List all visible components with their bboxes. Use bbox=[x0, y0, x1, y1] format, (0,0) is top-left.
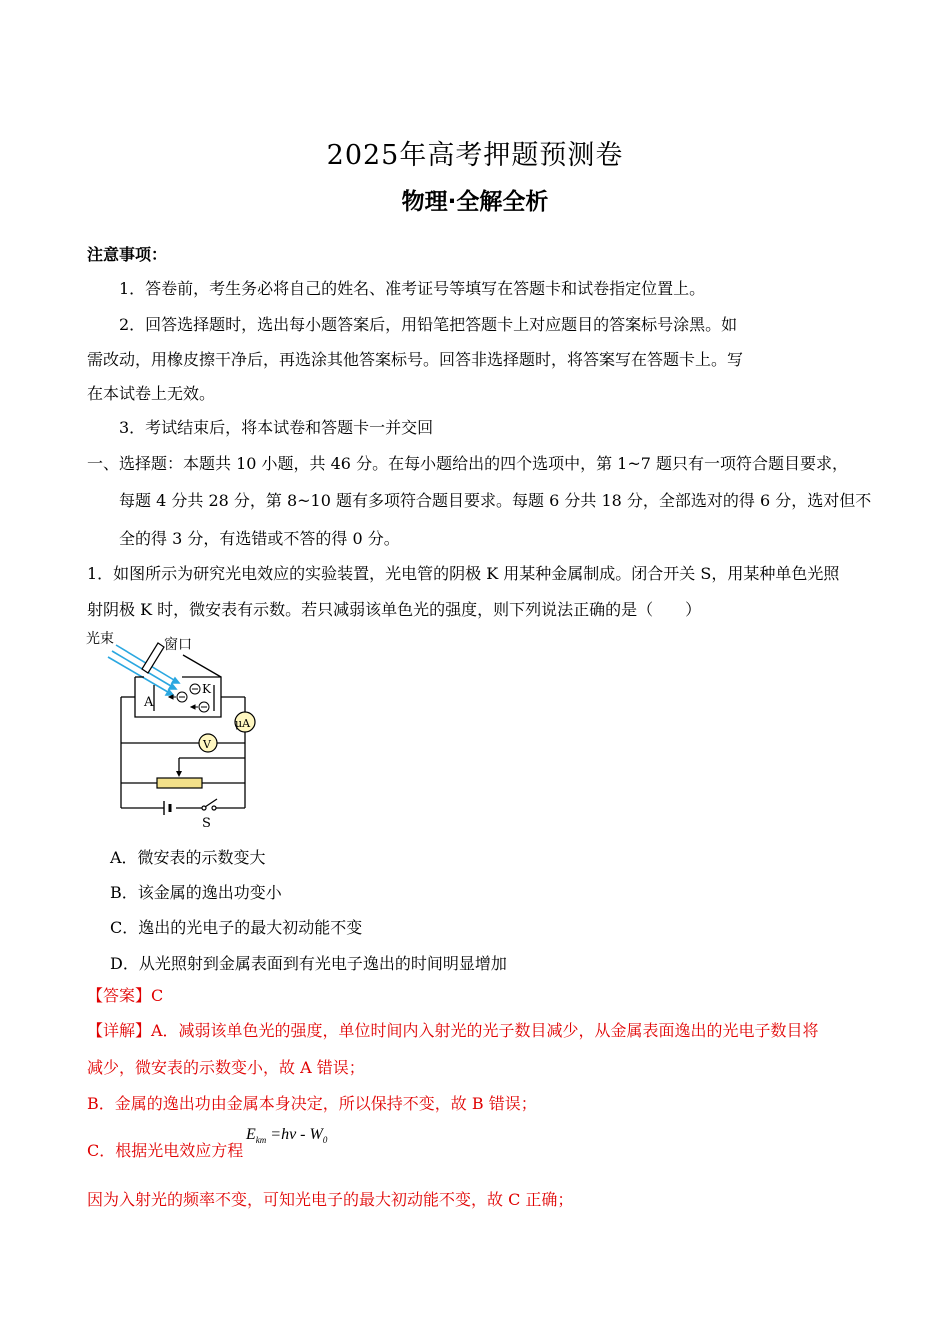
label-window: 窗口 bbox=[164, 637, 192, 653]
explanation-line3: B．金属的逸出功由金属本身决定，所以保持不变，故 B 错误； bbox=[87, 1094, 537, 1113]
microammeter bbox=[235, 712, 255, 732]
label-anode: A bbox=[144, 695, 154, 710]
answer-line: 【答案】C bbox=[87, 986, 164, 1005]
label-beam: 光束 bbox=[86, 631, 114, 647]
label-cathode: K bbox=[202, 682, 211, 696]
option-d: D．从光照射到金属表面到有光电子逸出的时间明显增加 bbox=[110, 954, 507, 973]
notice-item-3: 3．考试结束后，将本试卷和答题卡一并交回 bbox=[119, 418, 434, 437]
page-subtitle: 物理·全解全析 bbox=[401, 189, 549, 215]
section-1-line1: 一、选择题：本题共 10 小题，共 46 分。在每小题给出的四个选项中，第 1~7 题只有一项符合题目要求， bbox=[87, 454, 849, 473]
section-1-line3: 全的得 3 分，有选错或不答的得 0 分。 bbox=[119, 529, 400, 548]
rheostat bbox=[157, 771, 202, 788]
explanation-line2: 减少，微安表的示数变小，故 A 错误； bbox=[87, 1058, 365, 1077]
wires bbox=[121, 697, 245, 808]
formula-e: E bbox=[246, 1126, 256, 1143]
label-microammeter: μA bbox=[235, 717, 251, 730]
explanation-line5: 因为入射光的频率不变，可知光电子的最大初动能不变，故 C 正确； bbox=[87, 1190, 574, 1209]
formula-sub-km: km bbox=[255, 1135, 267, 1146]
page-title: 2025年高考押题预测卷 bbox=[326, 140, 624, 171]
window-slot bbox=[142, 643, 164, 673]
photoelectric-equation bbox=[246, 1126, 327, 1145]
notice-item-2-line3: 在本试卷上无效。 bbox=[87, 384, 216, 403]
explanation-line4: C．根据光电效应方程 bbox=[87, 1141, 244, 1160]
explanation-line1: 【详解】A．减弱该单色光的强度，单位时间内入射光的光子数目减少，从金属表面逸出的光电子数目将 bbox=[87, 1021, 819, 1040]
photoelectric-circuit-figure bbox=[84, 625, 274, 835]
label-voltmeter: V bbox=[203, 738, 211, 751]
notice-heading: 注意事项： bbox=[87, 245, 168, 264]
question-1-stem-line1: 1．如图所示为研究光电效应的实验装置，光电管的阴极 K 用某种金属制成。闭合开关 S，用某种单色光照 bbox=[87, 564, 840, 583]
question-1-stem-line2: 射阴极 K 时，微安表有示数。若只减弱该单色光的强度，则下列说法正确的是（ ） bbox=[87, 600, 702, 619]
notice-item-2-line1: 2．回答选择题时，选出每小题答案后，用铅笔把答题卡上对应题目的答案标号涂黑。如 bbox=[119, 315, 738, 334]
option-a: A．微安表的示数变大 bbox=[110, 848, 266, 867]
label-switch: S bbox=[202, 816, 211, 831]
battery bbox=[164, 801, 170, 815]
voltmeter bbox=[199, 734, 217, 752]
option-c: C．逸出的光电子的最大初动能不变 bbox=[110, 918, 363, 937]
option-b: B．该金属的逸出功变小 bbox=[110, 883, 282, 902]
formula-rest: =hν - W bbox=[266, 1126, 323, 1143]
notice-item-2-line2: 需改动，用橡皮擦干净后，再选涂其他答案标号。回答非选择题时，将答案写在答题卡上。写 bbox=[87, 350, 744, 369]
section-1-line2: 每题 4 分共 28 分，第 8~10 题有多项符合题目要求。每题 6 分共 18 分，全部选对的得 6 分，选对但不 bbox=[119, 491, 872, 510]
notice-item-1: 1．答卷前，考生务必将自己的姓名、准考证号等填写在答题卡和试卷指定位置上。 bbox=[119, 279, 706, 298]
formula-sub-0: 0 bbox=[322, 1135, 328, 1146]
switch bbox=[202, 799, 217, 810]
